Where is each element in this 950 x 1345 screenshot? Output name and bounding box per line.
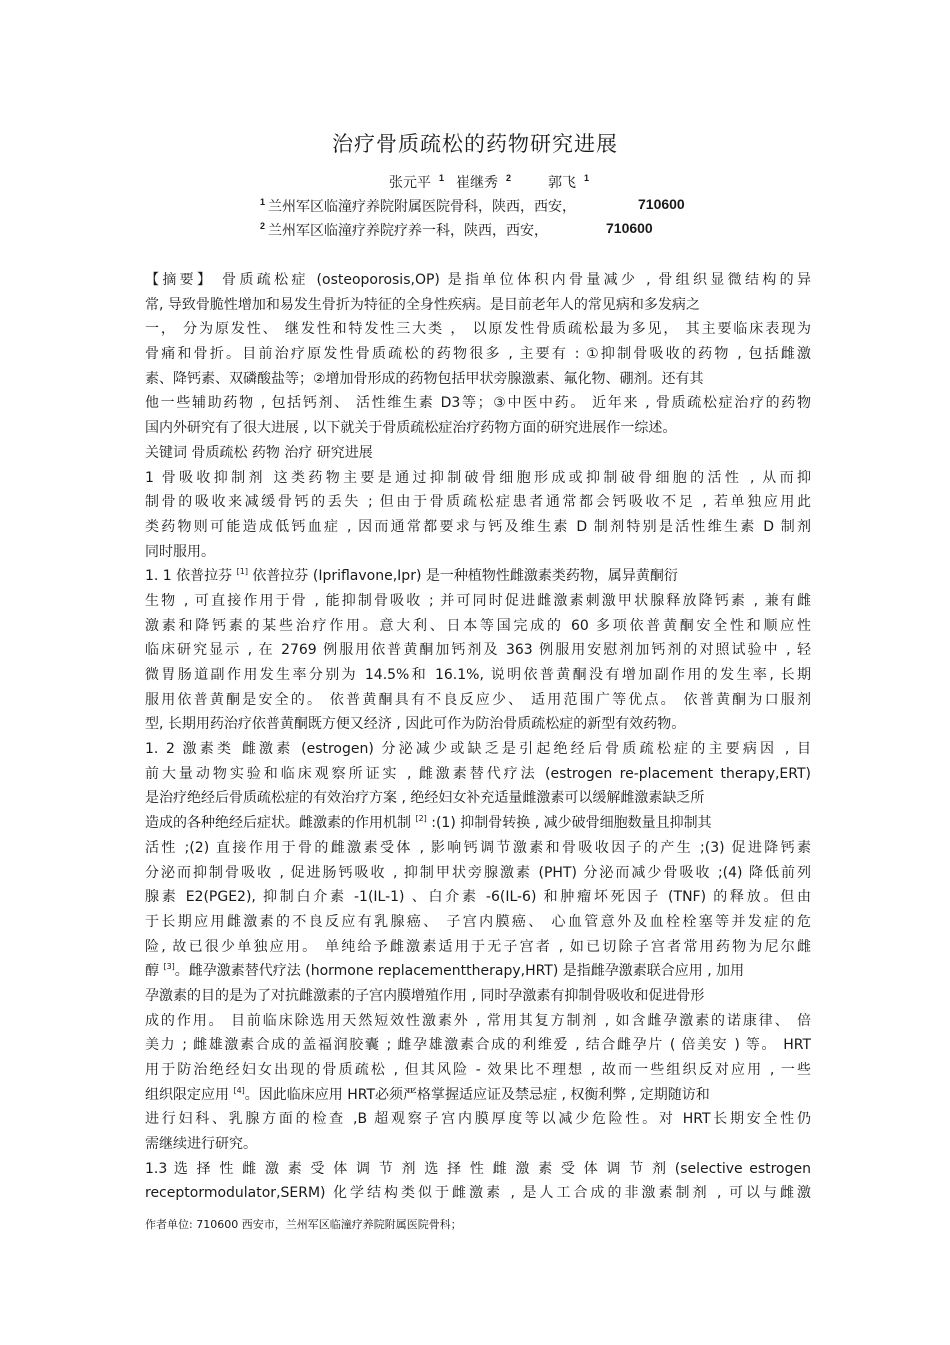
citation-ref: [4] — [233, 1085, 245, 1095]
author-3: 郭飞 $^1$ — [548, 173, 590, 191]
text-line: 常, 导致骨脆性增加和易发生骨折为特征的全身性疾病。是目前老年人的常见病和多发病之 — [145, 296, 700, 313]
text-line: 组织限定应用 [4]。因此临床应用 HRT必须严格掌握适应证及禁忌症 , 权衡利弊 , 定期随访和 — [145, 1085, 710, 1103]
author-line — [0, 172, 950, 194]
text-line: 【摘要】 骨质疏松症 (osteoporosis,OP) 是指单位体积内骨量减少 , 骨组织显微结构的异 — [145, 272, 811, 288]
text-line: 用于防治绝经妇女出现的骨质疏松 , 但其风险 - 效果比不理想 , 故而一些组织反对应用 , 一些 — [145, 1062, 811, 1078]
text-line: receptormodulator,SERM) 化学结构类似于雌激素 , 是人工合成的非激素制剂 , 可以与雌激 — [145, 1185, 811, 1202]
text-line: 1.3 选 择 性 雌 激 素 受 体 调 节 剂 选 择 性 雌 激 素 受 体 调 节 剂 (selective estrogen — [145, 1160, 811, 1177]
text-line: 造成的各种绝经后症状。雌激素的作用机制 [2] :(1) 抑制骨转换 , 减少破骨细胞数量且抑制其 — [145, 814, 712, 832]
text-line: 险, 故已很少单独应用。 单纯给予雌激素适用于无子宫者 , 如已切除子宫者常用药物为尼尔雌 — [145, 938, 811, 955]
citation-ref: [1] — [236, 567, 248, 577]
affiliation-1: $^1$ 兰州军区临潼疗养院附属医院骨科，陕西，西安， 710600 — [260, 196, 685, 215]
text-line: 他一些辅助药物 , 包括钙剂、 活性维生素 D3等；③中医中药。 近年来 , 骨质疏松症治疗的药物 — [145, 395, 811, 412]
paper-title: 治疗骨质疏松的药物研究进展 — [332, 132, 618, 156]
citation-ref: [2] — [415, 814, 427, 824]
citation-ref: [3] — [163, 962, 175, 972]
text-line: 一， 分为原发性、 继发性和特发性三大类 ， 以原发性骨质疏松最为多见， 其主要临床表现为 — [145, 321, 811, 338]
text-line: 类药物则可能造成低钙血症 , 因而通常都要求与钙及维生素 D 制剂特别是活性维生素 D 制剂 — [145, 518, 811, 535]
text-line: 服用依普黄酮是安全的。 依普黄酮具有不良反应少、 适用范围广等优点。 依普黄酮为口服剂 — [145, 691, 811, 708]
text-line: 型, 长期用药治疗依普黄酮既方便又经济 , 因此可作为防治骨质疏松症的新型有效药物。 — [145, 716, 686, 733]
text-line: 生物 , 可直接作用于骨 , 能抑制骨吸收 ; 并可同时促进雌激素刺激甲状腺释放降钙素 , 兼有雌 — [145, 592, 811, 609]
text-line: 制骨的吸收来减缓骨钙的丢失 ; 但由于骨质疏松症患者通常都会钙吸收不足 , 若单独应用此 — [145, 494, 811, 511]
text-line: 1 骨吸收抑制剂 这类药物主要是通过抑制破骨细胞形成或抑制破骨细胞的活性 , 从而抑 — [145, 469, 811, 486]
author-1: 张元平 $^1$ — [389, 173, 445, 191]
text-line: 成的作用。 目前临床除选用天然短效性激素外 , 常用其复方制剂 , 如含雌孕激素的诺康律、 倍 — [145, 1012, 811, 1029]
affiliation-2: $^2$ 兰州军区临潼疗养院疗养一科，陕西，西安， 710600 — [260, 220, 653, 239]
text-line: 同时服用。 — [145, 543, 215, 560]
author-unit-footnote: 作者单位: 710600 西安市，兰州军区临潼疗养院附属医院骨科； — [145, 1218, 462, 1231]
text-line: 进行妇科、乳腺方面的检查 ,B 超观察子宫内膜厚度等以减少危险性。对 HRT长期安全性仍 — [145, 1111, 811, 1128]
author-2: 崔继秀 $^2$ — [456, 173, 512, 191]
text-line: 是治疗绝经后骨质疏松症的有效治疗方案 , 绝经妇女补充适量雌激素可以缓解雌激素缺乏所 — [145, 790, 705, 807]
text-line: 需继续进行研究。 — [145, 1136, 257, 1153]
text-line: 腺素 E2(PGE2), 抑制白介素 -1(IL-1) 、白介素 -6(IL-6) 和肿瘤坏死因子 (TNF) 的释放。但由 — [145, 889, 811, 906]
text-line: 前大量动物实验和临床观察所证实 , 雌激素替代疗法 (estrogen re-placement therapy,ERT) — [145, 765, 811, 782]
text-line: 美力 ; 雌雄激素合成的盖福润胶囊 ; 雌孕雄激素合成的利维爱 , 结合雌孕片 ( 倍美安 ) 等。 HRT — [145, 1037, 811, 1054]
text-line: 国内外研究有了很大进展 , 以下就关于骨质疏松症治疗药物方面的研究进展作一综述。 — [145, 420, 677, 437]
text-line: 于长期应用雌激素的不良反应有乳腺癌、 子宫内膜癌、 心血管意外及血栓栓塞等并发症的危 — [145, 913, 811, 930]
text-line: 微胃肠道副作用发生率分别为 14.5%和 16.1%, 说明依普黄酮没有增加副作用的发生率, 长期 — [145, 667, 811, 683]
text-line: 激素和降钙素的某些治疗作用。意大利、日本等国完成的 60 多项依普黄酮安全性和顺应性 — [145, 617, 811, 634]
text-line: 素、降钙素、双磷酸盐等；②增加骨形成的药物包括甲状旁腺激素、氟化物、硼剂。还有其 — [145, 370, 704, 387]
text-line: 1. 2 激素类 雌激素 (estrogen) 分泌减少或缺乏是引起绝经后骨质疏松症的主要病因 , 目 — [145, 741, 811, 758]
text-line: 醇 [3]。雌孕激素替代疗法 (hormone replacementtherapy,HRT) 是指雌孕激素联合应用 , 加用 — [145, 962, 745, 980]
text-line: 活性 ;(2) 直接作用于骨的雌激素受体 , 影响钙调节激素和骨吸收因子的产生 ;(3) 促进降钙素 — [145, 839, 811, 856]
text-line: 骨痛和骨折。目前治疗原发性骨质疏松的药物很多 , 主要有 : ①抑制骨吸收的药物 , 包括雌激 — [145, 346, 811, 363]
text-line: 临床研究显示 , 在 2769 例服用依普黄酮加钙剂及 363 例服用安慰剂加钙剂的对照试验中 , 轻 — [145, 642, 811, 659]
text-line: 孕激素的目的是为了对抗雌激素的子宫内膜增殖作用 , 同时孕激素有抑制骨吸收和促进骨形 — [145, 987, 705, 1004]
paper-body — [145, 268, 811, 1206]
text-line: 关键词 骨质疏松 药物 治疗 研究进展 — [145, 444, 373, 461]
text-line: 分泌而抑制骨吸收 , 促进肠钙吸收 , 抑制甲状旁腺激素 (PHT) 分泌而减少骨吸收 ;(4) 降低前列 — [145, 864, 811, 881]
text-line: 1. 1 依普拉芬 [1] 依普拉芬 (Ipriflavone,Ipr) 是一种植物性雌激素类药物，属异黄酮衍 — [145, 567, 678, 585]
